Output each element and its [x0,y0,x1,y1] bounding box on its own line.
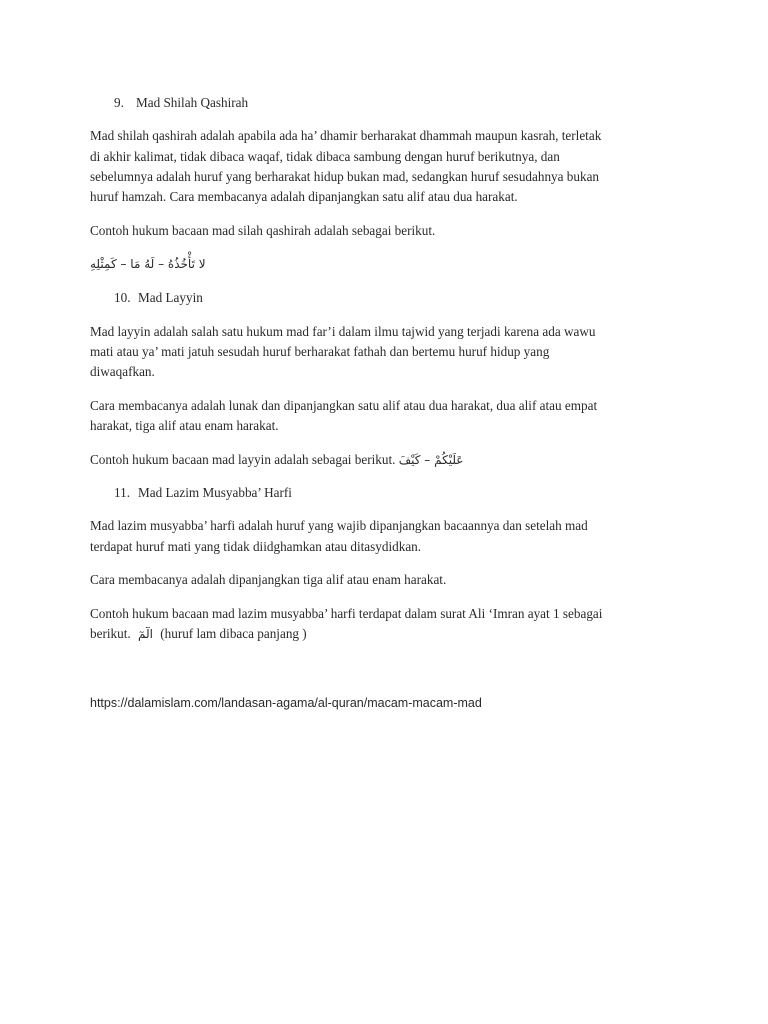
section-number: 11. [114,485,130,500]
section-title: Mad Lazim Musyabba’ Harfi [138,485,292,500]
example-line [90,624,307,644]
paragraph-line: harakat, tiga alif atau enam harakat. [90,418,279,433]
paragraph-line: Contoh hukum bacaan mad lazim musyabba’ harfi terdapat dalam surat Ali ‘Imran ayat 1 sebagai [90,606,603,621]
paragraph-line: Mad layyin adalah salah satu hukum mad far’i dalam ilmu tajwid yang terjadi karena ada wawu [90,324,596,339]
section-title: Mad Shilah Qashirah [136,95,249,110]
paragraph-line: sebelumnya adalah huruf yang berharakat hidup bukan mad, sedangkan huruf sesudahnya bukan [90,169,600,184]
section-9-heading [114,93,248,113]
example-prefix: berikut. [90,626,131,641]
section-11-heading [114,483,292,503]
paragraph-line: Cara membacanya adalah dipanjangkan tiga alif atau enam harakat. [90,572,447,587]
arabic-example: لا تَأْخُذُهُ – لَهُ مَا – كَمِثْلِهِ [90,257,206,271]
paragraph-line: terdapat huruf mati yang tidak diidghamkan atau ditasydidkan. [90,539,422,554]
paragraph-line: huruf hamzah. Cara membacanya adalah dipanjangkan satu alif atau dua harakat. [90,189,518,204]
section-number: 9. [114,95,124,110]
section-number: 10. [114,290,131,305]
arabic-example: الٓمٓ [137,627,153,641]
example-intro: Contoh hukum bacaan mad silah qashirah adalah sebagai berikut. [90,223,436,238]
paragraph-line: di akhir kalimat, tidak dibaca waqaf, tidak dibaca sambung dengan huruf berikutnya, dan [90,149,560,164]
paragraph-line: Cara membacanya adalah lunak dan dipanjangkan satu alif atau dua harakat, dua alif atau empat [90,398,598,413]
example-suffix: (huruf lam dibaca panjang ) [160,626,307,641]
paragraph-line: diwaqafkan. [90,364,155,379]
paragraph-line: Mad shilah qashirah adalah apabila ada ha’ dhamir berharakat dhammah maupun kasrah, terletak [90,128,602,143]
paragraph-line: mati atau ya’ mati jatuh sesudah huruf berharakat fathah dan bertemu huruf hidup yang [90,344,550,359]
example-intro: Contoh hukum bacaan mad layyin adalah sebagai berikut. [90,452,396,467]
section-10-heading [114,288,203,308]
source-url: https://dalamislam.com/landasan-agama/al-quran/macam-macam-mad [90,696,482,710]
arabic-example: عَلَيْكُمْ – كَيْفَ [398,453,464,467]
section-title: Mad Layyin [138,290,203,305]
paragraph-line: Mad lazim musyabba’ harfi adalah huruf yang wajib dipanjangkan bacaannya dan setelah mad [90,518,588,533]
example-intro-line [90,450,463,470]
